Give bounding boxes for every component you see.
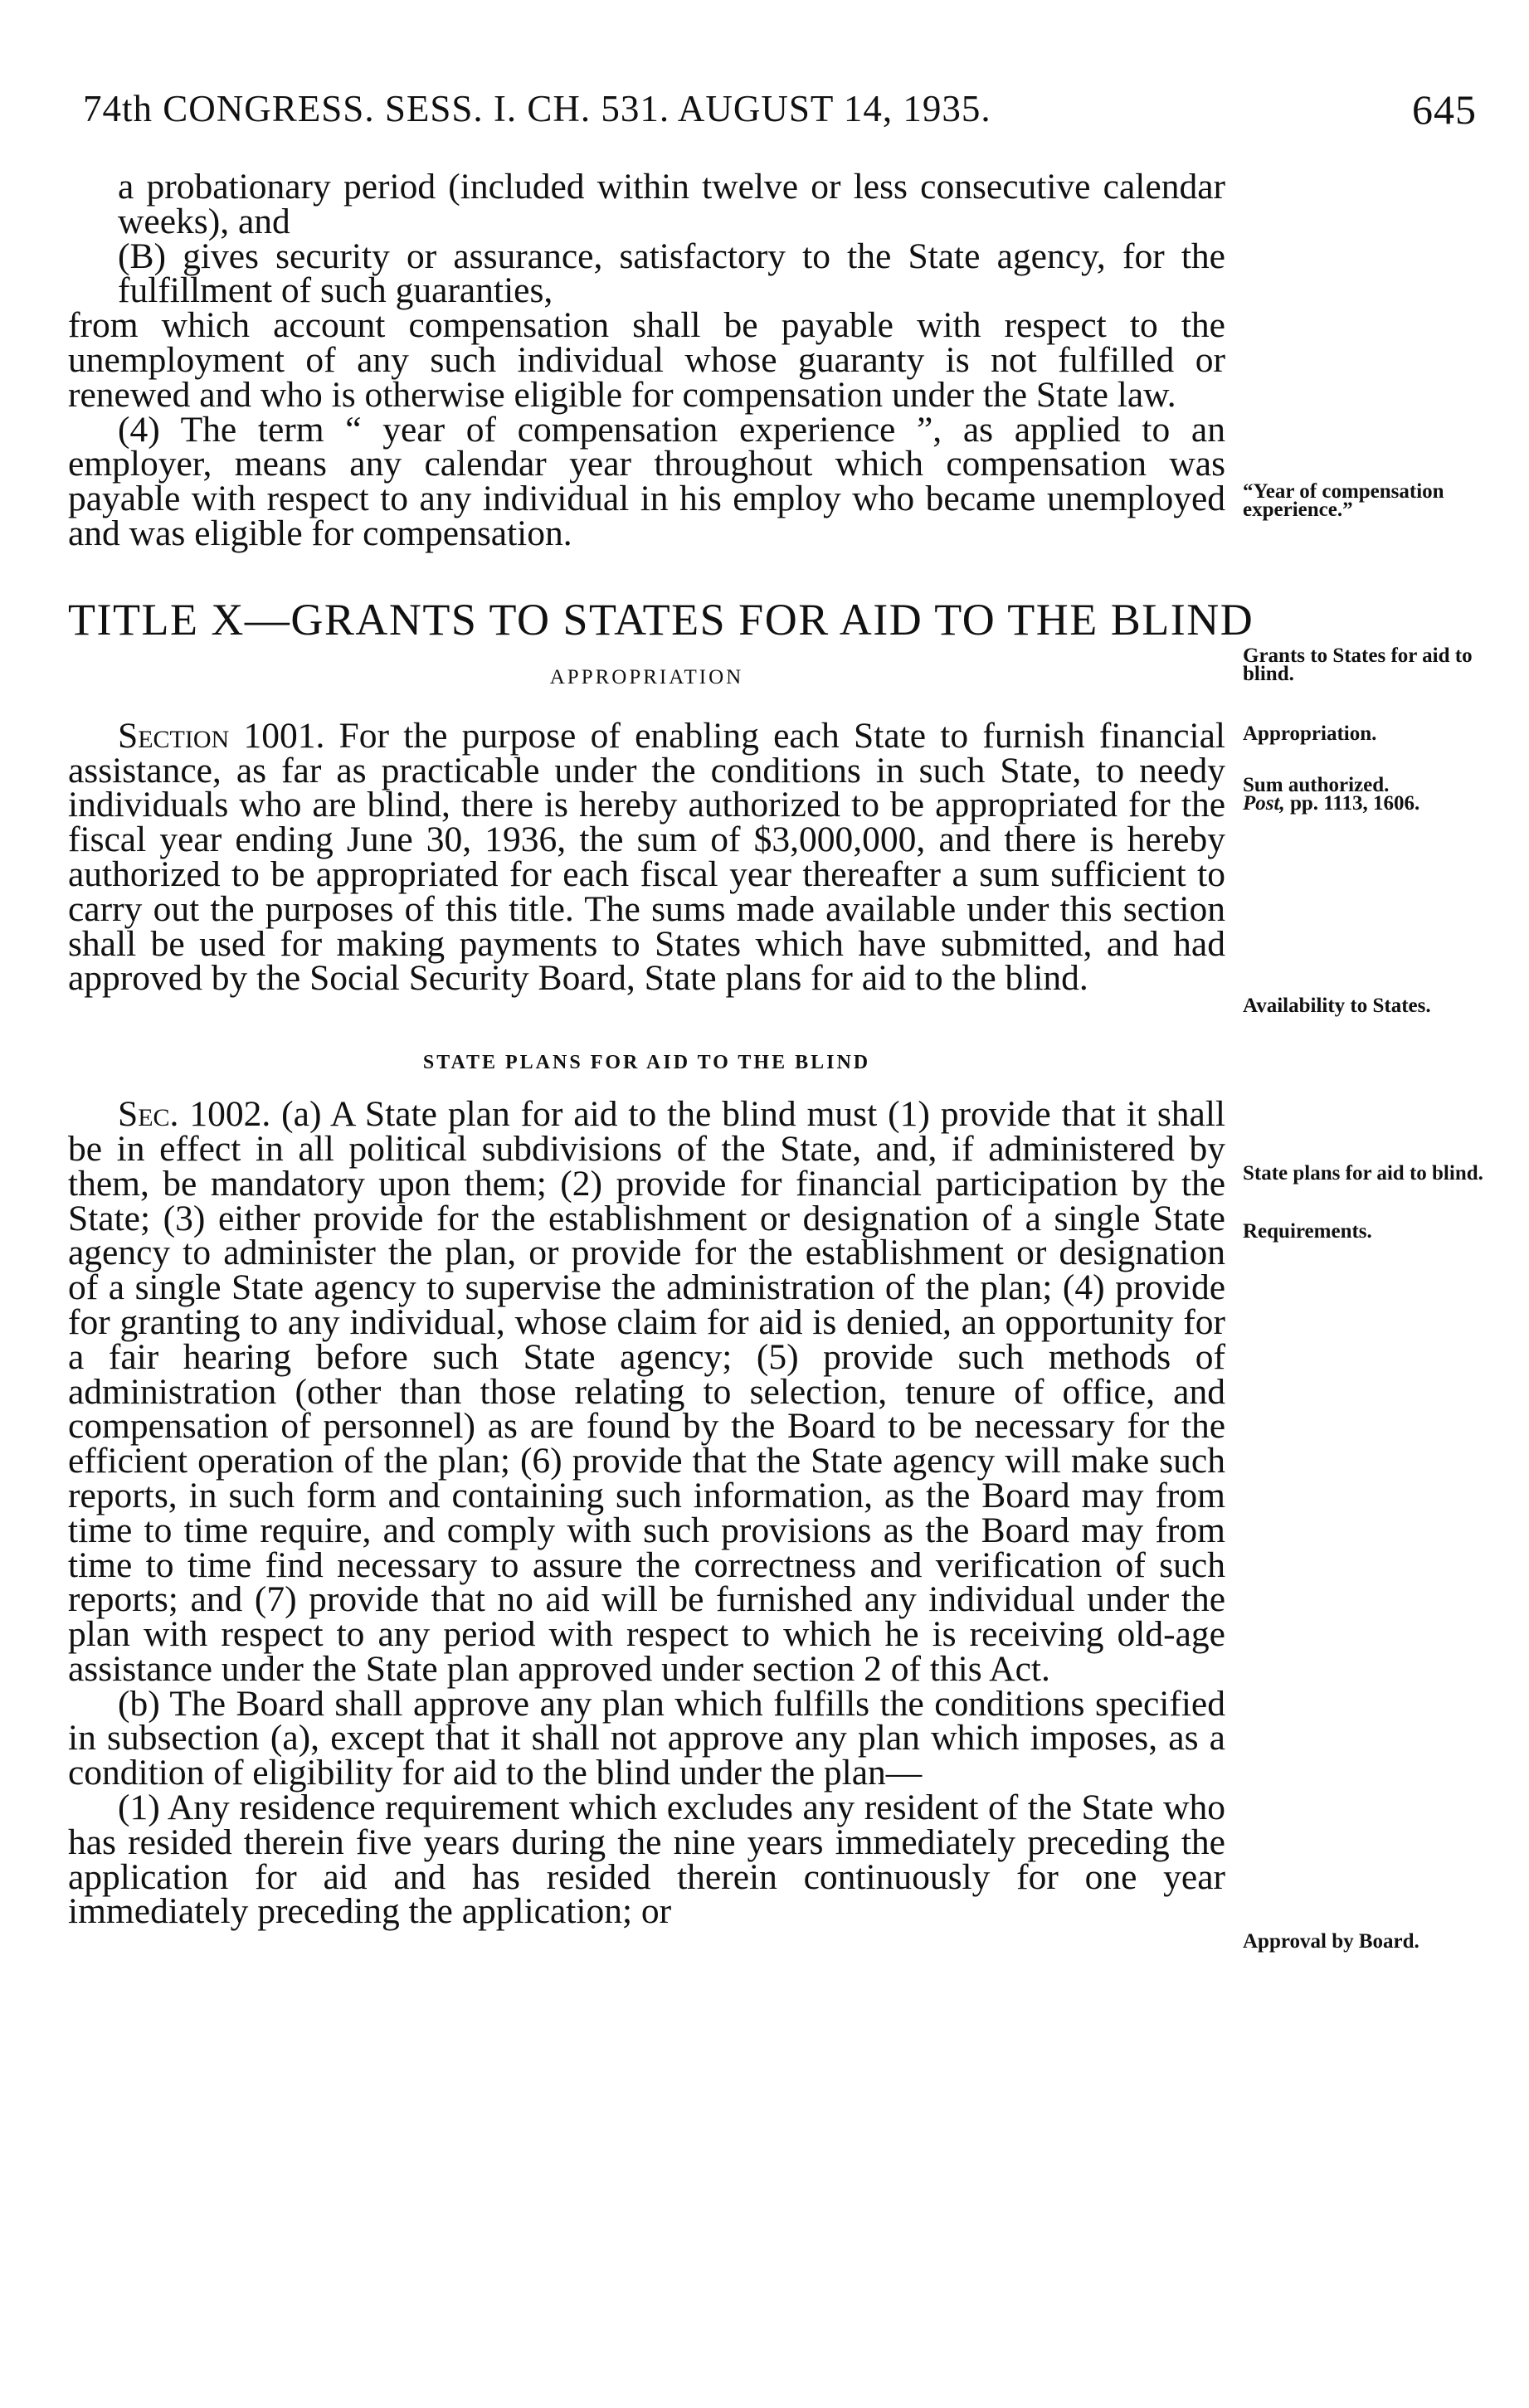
section-label: Section (118, 715, 230, 756)
margin-note-sum-authorized (1243, 776, 1492, 813)
section-1002-a (68, 1094, 1225, 1689)
margin-note-year-of-compensation: “Year of compensation experience.” (1243, 480, 1444, 521)
running-head: 74th CONGRESS. SESS. I. CH. 531. AUGUST 14, 1935. (83, 88, 991, 129)
margin-note-state-plans: State plans for aid to blind. (1243, 1162, 1483, 1185)
sum-authorized-label: Sum authorized. (1243, 774, 1390, 796)
section-1001-text: 1001. For the purpose of enabling each State to furnish financial assistance, as far as practicable under the conditions in such State, to needy individuals who are blind, there is hereby authorized to be appropriated for the fiscal year ending June 30, 1936, the sum of $3,000,000, and there is hereby authorized to be appropriated for each fiscal year thereafter a sum sufficient to carry out the purposes of this title. The sums made available under this section shall be used for making payments to States which have submitted, and had approved by the Social Security Board, State plans for aid to the blind. (68, 715, 1226, 999)
section-1002-b: (b) The Board shall approve any plan which fulfills the conditions specified in subsection (a), except that it shall not approve any plan which imposes, as a condition of eligibility for aid to the blind under the plan— (68, 1683, 1225, 1793)
state-plans-heading: STATE PLANS FOR AID TO THE BLIND (422, 1052, 871, 1074)
sec-label: Sec. (118, 1094, 179, 1135)
section-1002-b1: (1) Any residence requirement which excludes any resident of the State who has resided therein five years during the nine years immediately preceding the application for aid and has resided therein continuously for one year immediately preceding the application; or (68, 1788, 1225, 1932)
running-header (83, 87, 1477, 137)
section-1002-a-text: 1002. (a) A State plan for aid to the blind must (1) provide that it shall be in effect in all political subdivisions of the State, and, if administered by them, be mandatory upon them; (2) provide for financial participation by the State; (3) either provide for the establishment or designation of a single State agency to administer the plan, or provide for the establishment or designation of a single State agency to supervise the administration of the plan; (4) provide for granting to any individual, whose claim for aid is denied, an opportunity for a fair hearing before such State agency; (5) provide such methods of administration (other than those relating to selection, tenure of office, and compensation of personnel) as are found by the Board to be necessary for the efficient operation of the plan; (6) provide that the State agency will make such reports, in such form and containing such information, as the Board may from time to time require, and comply with such provisions as the Board may from time to time find necessary to assure the correctness and verification of such reports; and (7) provide that no aid will be furnished any individual under the plan with respect to any period with respect to which he is receiving old-age assistance under the State plan approved under section 2 of this Act. (68, 1094, 1225, 1689)
margin-note-availability: Availability to States. (1243, 995, 1431, 1017)
paragraph-account: from which account compensation shall be payable with respect to the unemployment of any such individual whose guaranty is not fulfilled or renewed and who is otherwise eligible for compensation under the State law. (68, 305, 1225, 415)
margin-note-grants: Grants to States for aid to blind. (1243, 645, 1473, 685)
appropriation-heading: APPROPRIATION (549, 665, 744, 688)
margin-note-approval: Approval by Board. (1243, 1930, 1419, 1953)
paragraph-security: (B) gives security or assurance, satisfactory to the State agency, for the fulfillment of such guaranties, (118, 236, 1225, 311)
margin-note-requirements: Requirements. (1243, 1220, 1372, 1243)
page-body (68, 167, 1254, 1932)
post-reference (1243, 792, 1492, 815)
paragraph-probationary: a probationary period (included within twelve or less consecutive calendar weeks), and (118, 167, 1225, 241)
title-x-heading: TITLE X—GRANTS TO STATES FOR AID TO THE BLIND (68, 594, 1254, 645)
margin-note-appropriation: Appropriation. (1243, 722, 1377, 745)
paragraph-year-definition: (4) The term “ year of compensation experience ”, as applied to an employer, means any calendar year throughout which compensation was payable with respect to any individual in his employ who became unemployed and was eligible for compensation. (68, 409, 1225, 553)
page-number: 645 (1412, 86, 1477, 133)
section-1001 (68, 715, 1226, 999)
post-label: Post, (1243, 792, 1285, 815)
post-pages: pp. 1113, 1606. (1289, 792, 1420, 815)
